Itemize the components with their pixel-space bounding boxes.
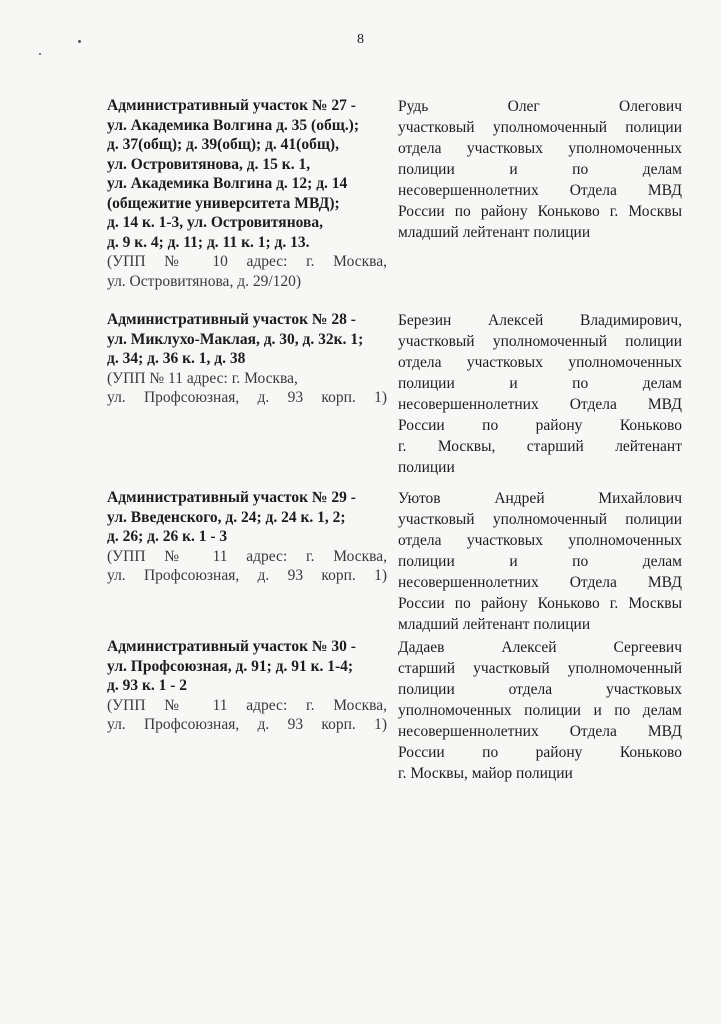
- officer-info: [398, 310, 682, 478]
- officer-line: участковый уполномоченный полиции: [398, 119, 682, 136]
- officer-line: несовершеннолетних Отдела МВД: [398, 574, 682, 591]
- station-address: (УПП № 10 адрес: г. Москва,: [107, 253, 387, 270]
- page-number: 8: [357, 32, 364, 47]
- district-line: д. 14 к. 1-3, ул. Островитянова,: [107, 214, 323, 231]
- district-line: д. 93 к. 1 - 2: [107, 677, 188, 694]
- officer-line: уполномоченных полиции и по делам: [398, 702, 682, 719]
- officer-line: участковый уполномоченный полиции: [398, 333, 682, 350]
- station-address: (УПП № 11 адрес: г. Москва,: [107, 369, 298, 387]
- district-line: д. 37(общ); д. 39(общ); д. 41(общ),: [107, 136, 339, 153]
- district-title: Административный участок № 27 -: [107, 97, 356, 114]
- officer-name: Рудь Олег Олегович: [398, 98, 682, 115]
- district-line: ул. Островитянова, д. 15 к. 1,: [107, 155, 311, 173]
- officer-rank: г. Москвы, майор полиции: [398, 765, 573, 782]
- officer-line: полиции и по делам: [398, 161, 682, 178]
- officer-info: [398, 488, 682, 635]
- station-address: ул. Профсоюзная, д. 93 корп. 1): [107, 716, 387, 733]
- station-address: ул. Островитянова, д. 29/120): [107, 272, 302, 290]
- district-line: ул. Академика Волгина д. 12; д. 14: [107, 175, 348, 192]
- officer-info: [398, 96, 682, 243]
- district-description: [107, 637, 387, 735]
- station-address: ул. Профсоюзная, д. 93 корп. 1): [107, 567, 387, 584]
- district-description: [107, 96, 387, 291]
- officer-line: участковый уполномоченный полиции: [398, 511, 682, 528]
- officer-line: несовершеннолетних Отдела МВД: [398, 182, 682, 199]
- district-line: д. 34; д. 36 к. 1, д. 38: [107, 350, 246, 367]
- scan-speck: [39, 53, 41, 55]
- officer-name: Березин Алексей Владимирович,: [398, 312, 682, 329]
- officer-line: отдела участковых уполномоченных: [398, 354, 682, 371]
- district-line: (общежитие университета МВД);: [107, 194, 340, 212]
- officer-line: несовершеннолетних Отдела МВД: [398, 723, 682, 740]
- station-address: (УПП № 11 адрес: г. Москва,: [107, 696, 387, 714]
- district-line: ул. Введенского, д. 24; д. 24 к. 1, 2;: [107, 508, 346, 526]
- district-description: [107, 488, 387, 586]
- officer-line: России по району Коньково г. Москвы: [398, 595, 682, 612]
- district-line: ул. Миклухо-Маклая, д. 30, д. 32к. 1;: [107, 330, 364, 348]
- district-title: Административный участок № 29 -: [107, 489, 356, 506]
- station-address: ул. Профсоюзная, д. 93 корп. 1): [107, 389, 387, 406]
- officer-line: России по району Коньково: [398, 417, 682, 434]
- officer-line: России по району Коньково г. Москвы: [398, 203, 682, 220]
- officer-rank: младший лейтенант полиции: [398, 224, 591, 241]
- officer-line: отдела участковых уполномоченных: [398, 140, 682, 157]
- officer-line: полиции отдела участковых: [398, 681, 682, 698]
- officer-rank: полиции: [398, 459, 455, 476]
- officer-line: несовершеннолетних Отдела МВД: [398, 396, 682, 413]
- district-title: Административный участок № 30 -: [107, 638, 356, 655]
- district-line: ул. Профсоюзная, д. 91; д. 91 к. 1-4;: [107, 657, 354, 675]
- officer-line: старший участковый уполномоченный: [398, 660, 682, 677]
- officer-name: Дадаев Алексей Сергеевич: [398, 639, 682, 656]
- officer-line: полиции и по делам: [398, 375, 682, 392]
- district-line: д. 9 к. 4; д. 11; д. 11 к. 1; д. 13.: [107, 233, 310, 251]
- officer-line: полиции и по делам: [398, 553, 682, 570]
- officer-line: отдела участковых уполномоченных: [398, 532, 682, 549]
- officer-rank: младший лейтенант полиции: [398, 616, 591, 633]
- station-address: (УПП № 11 адрес: г. Москва,: [107, 547, 387, 565]
- officer-line: г. Москвы, старший лейтенант: [398, 438, 682, 455]
- district-title: Административный участок № 28 -: [107, 311, 356, 328]
- officer-name: Уютов Андрей Михайлович: [398, 490, 682, 507]
- district-description: [107, 310, 387, 408]
- district-line: д. 26; д. 26 к. 1 - 3: [107, 528, 228, 545]
- officer-line: России по району Коньково: [398, 744, 682, 761]
- district-line: ул. Академика Волгина д. 35 (общ.);: [107, 116, 359, 134]
- officer-info: [398, 637, 682, 784]
